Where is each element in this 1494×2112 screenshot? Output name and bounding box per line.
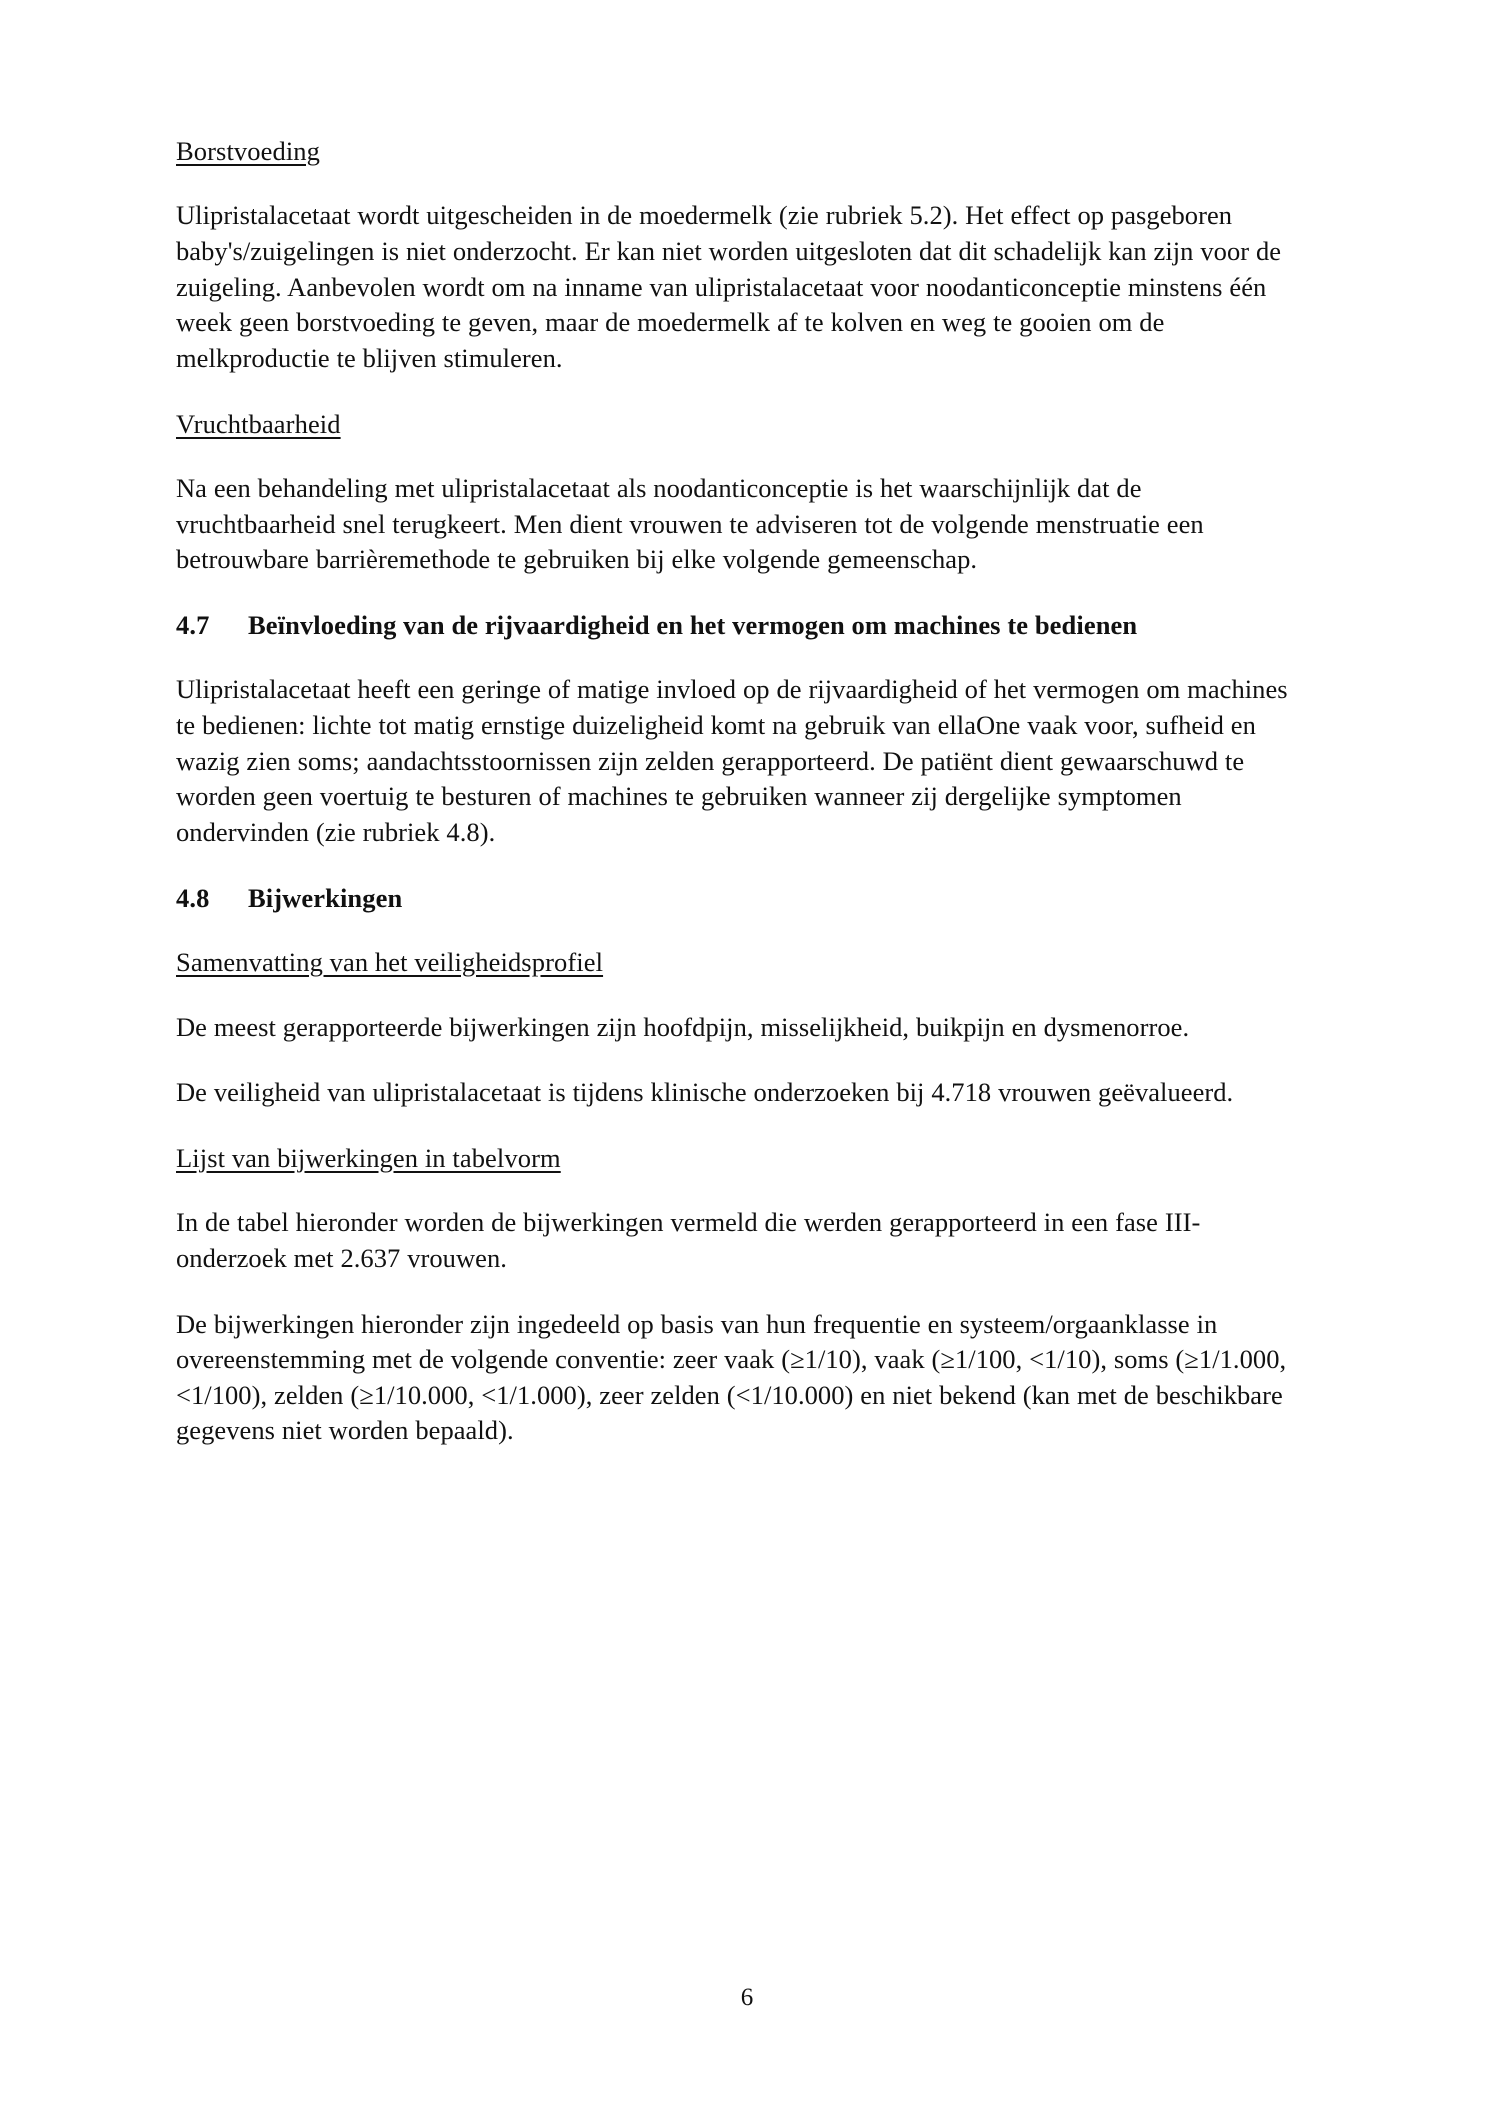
paragraph-section-4-7-1: Ulipristalacetaat heeft een geringe of matige invloed op de rijvaardigheid of het vermogen om machines te bedienen: lichte tot matig ernstige duizeligheid komt na gebruik van ellaOne vaak voor, sufheid en wazig zien soms; aandachtsstoornissen zijn zelden gerapporteerd. De patiënt dient gewaarschuwd te worden geen voertuig te besturen of machines te gebruiken wanneer zij dergelijke symptomen ondervinden (zie rubriek 4.8). [176,674,1288,847]
section-number-4-7: 4.7 [176,610,210,640]
section-number-4-8: 4.8 [176,882,210,913]
paragraph-lijst-tabelvorm-1: In de tabel hieronder worden de bijwerkingen vermeld die werden gerapporteerd in een fase III-onderzoek met 2.637 vrouwen. [176,1207,1201,1273]
paragraph-borstvoeding-1: Ulipristalacetaat wordt uitgescheiden in de moedermelk (zie rubriek 5.2). Het effect op pasgeboren baby's/zuigelingen is niet onderzocht. Er kan niet worden uitgesloten dat dit schadelijk kan zijn voor de zuigeling. Aanbevolen wordt om na inname van ulipristalacetaat voor noodanticonceptie minstens één week geen borstvoeding te geven, maar de moedermelk af te kolven en weg te gooien om de melkproductie te blijven stimuleren. [176,200,1282,373]
page-number: 6 [740,1984,754,2011]
paragraph-samenvatting-1: De meest gerapporteerde bijwerkingen zijn hoofdpijn, misselijkheid, buikpijn en dysmenorroe. [176,1011,1190,1042]
heading-samenvatting: Samenvatting van het veiligheidsprofiel [176,947,604,978]
section-title-4-7: Beïnvloeding van de rijvaardigheid en het vermogen om machines te bedienen [248,610,1138,640]
heading-borstvoeding: Borstvoeding [176,136,320,166]
heading-section-4-8 [176,881,1298,915]
paragraph-vruchtbaarheid-1: Na een behandeling met ulipristalacetaat als noodanticonceptie is het waarschijnlijk dat de vruchtbaarheid snel terugkeert. Men dient vrouwen te adviseren tot de volgende menstruatie een betrouwbare barrièremethode te gebruiken bij elke volgende gemeenschap. [176,473,1204,575]
document-body [176,134,1298,1479]
heading-vruchtbaarheid: Vruchtbaarheid [176,408,341,439]
paragraph-lijst-tabelvorm-2: De bijwerkingen hieronder zijn ingedeeld op basis van hun frequentie en systeem/orgaanklasse in overeenstemming met de volgende conventie: zeer vaak (≥1/10), vaak (≥1/100, <1/10), soms (≥1/1.000, <1/100), zelden (≥1/10.000, <1/1.000), zeer zelden (<1/10.000) en niet bekend (kan met de beschikbare gegevens niet worden bepaald). [176,1308,1287,1446]
heading-lijst-tabelvorm: Lijst van bijwerkingen in tabelvorm [176,1142,561,1173]
section-title-4-8: Bijwerkingen [248,882,403,913]
paragraph-samenvatting-2: De veiligheid van ulipristalacetaat is tijdens klinische onderzoeken bij 4.718 vrouwen geëvalueerd. [176,1077,1234,1108]
heading-section-4-7 [176,608,1298,642]
